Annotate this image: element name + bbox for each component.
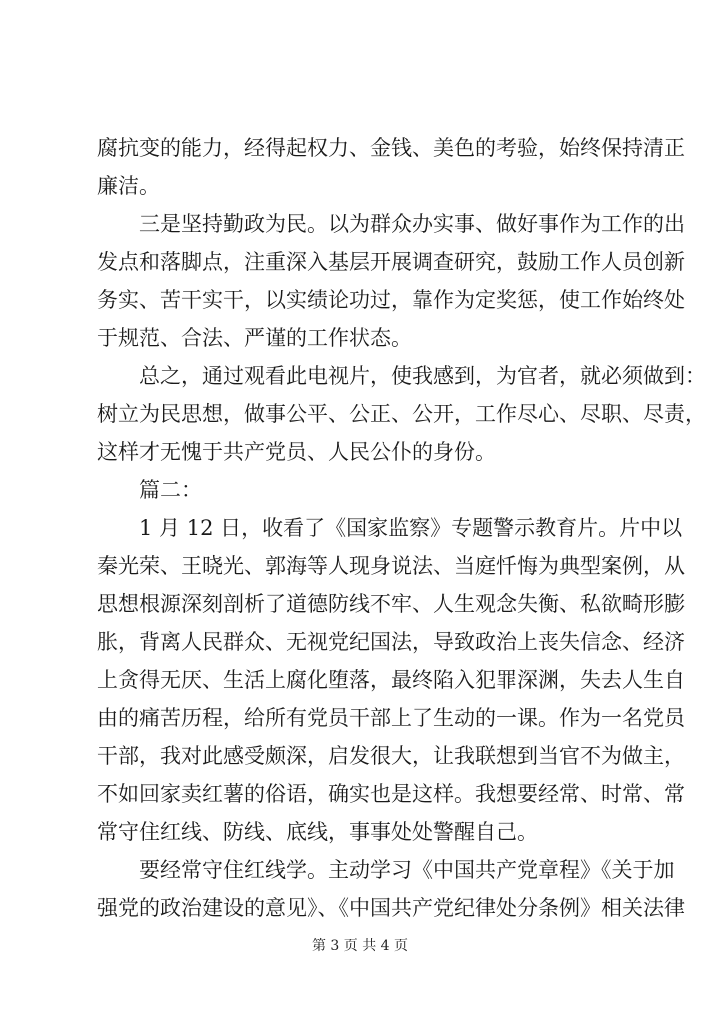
text-line: 要经常守住红线学。主动学习《中国共产党章程》《关于加 (139, 858, 675, 882)
text-line: 上贪得无厌、生活上腐化堕落，最终陷入犯罪深渊，失去人生自 (97, 668, 685, 692)
text-line: 廉洁。 (97, 174, 160, 198)
text-line: 胀，背离人民群众、无视党纪国法，导致政治上丧失信念、经济 (97, 630, 685, 654)
text-line: 务实、苦干实干，以实绩论功过，靠作为定奖惩，使工作始终处 (97, 288, 685, 312)
text-line: 常守住红线、防线、底线，事事处处警醒自己。 (97, 820, 538, 844)
text-line: 思想根源深刻剖析了道德防线不牢、人生观念失衡、私欲畸形膨 (97, 592, 685, 616)
text-line: 总之，通过观看此电视片，使我感到，为官者，就必须做到： (139, 364, 706, 388)
section-heading: 篇二： (139, 478, 202, 502)
text-line: 不如回家卖红薯的俗语，确实也是这样。我想要经常、时常、常 (97, 782, 685, 806)
text-line: 由的痛苦历程，给所有党员干部上了生动的一课。作为一名党员 (97, 706, 685, 730)
text-line: 于规范、合法、严谨的工作状态。 (97, 326, 412, 350)
text-line: 发点和落脚点，注重深入基层开展调查研究，鼓励工作人员创新 (97, 250, 685, 274)
text-line: 三是坚持勤政为民。以为群众办实事、做好事作为工作的出 (139, 212, 685, 236)
text-line: 秦光荣、王晓光、郭海等人现身说法、当庭忏悔为典型案例，从 (97, 554, 685, 578)
text-line: 树立为民思想，做事公平、公正、公开，工作尽心、尽职、尽责， (97, 402, 706, 426)
text-line: 1 月 12 日，收看了《国家监察》专题警示教育片。片中以 (139, 516, 683, 540)
text-line: 强党的政治建设的意见》、《中国共产党纪律处分条例》相关法律 (97, 896, 685, 920)
text-line: 腐抗变的能力，经得起权力、金钱、美色的考验，始终保持清正 (97, 136, 685, 160)
text-line: 这样才无愧于共产党员、人民公仆的身份。 (97, 440, 496, 464)
text-line: 干部，我对此感受颇深，启发很大，让我联想到当官不为做主， (97, 744, 685, 768)
page-number-footer: 第 3 页 共 4 页 (311, 938, 409, 954)
